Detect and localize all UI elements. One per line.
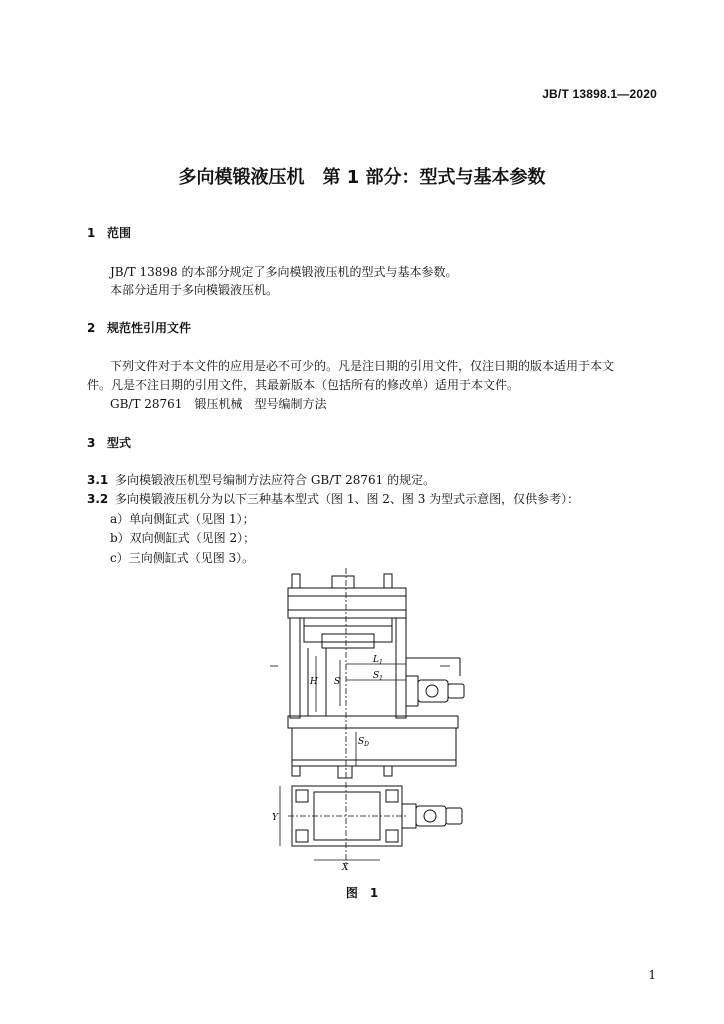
clause-3-2-text: 多向模锻液压机分为以下三种基本型式（图 1、图 2、图 3 为型式示意图，仅供参考）： — [115, 492, 580, 506]
clause-3-1-number: 3.1 — [87, 473, 109, 487]
plan-bolt-top-left — [296, 790, 308, 802]
plan-bolt-bottom-right — [386, 830, 398, 842]
section-2-number: 2 — [87, 321, 96, 335]
page-number: 1 — [648, 968, 656, 982]
plan-side-flange — [424, 810, 436, 822]
left-column — [290, 618, 300, 718]
section-1-title: 范围 — [107, 226, 132, 240]
normative-reference: GB/T 28761 锻压机械 型号编制方法 — [110, 397, 327, 411]
tie-rod-nut-bottom-right — [384, 766, 392, 776]
section-1-paragraph-1: JB/T 13898 的本部分规定了多向模锻液压机的型式与基本参数。 — [110, 265, 458, 279]
tie-rod-nut-top-left — [292, 574, 300, 588]
side-cylinder-flange — [426, 685, 438, 697]
side-cylinder-mount — [406, 676, 418, 706]
label-x: X — [342, 863, 349, 873]
label-l1: $L_1$ — [373, 655, 383, 666]
tie-rod-nut-bottom-left — [292, 766, 300, 776]
ejector-cylinder — [338, 766, 352, 778]
right-column — [396, 618, 406, 718]
slide-block — [304, 618, 392, 642]
section-3-heading — [87, 434, 131, 451]
standard-number: JB/T 13898.1—2020 — [542, 87, 657, 101]
label-h: H — [310, 677, 318, 687]
figure-caption: 图 1 — [345, 886, 379, 900]
plan-bolt-top-right — [386, 790, 398, 802]
plan-side-cylinder — [416, 806, 446, 826]
clause-3-1 — [87, 470, 435, 490]
clause-3-1-text: 多向模锻液压机型号编制方法应符合 GB/T 28761 的规定。 — [115, 473, 436, 487]
press-schematic-figure — [260, 568, 490, 878]
side-cylinder-end — [448, 684, 464, 698]
list-item-c: c）三向侧缸式（见图 3）。 — [110, 551, 255, 565]
section-2-paragraph-line-2: 件。凡是不注日期的引用文件，其最新版本（包括所有的修改单）适用于本文件。 — [87, 378, 520, 392]
work-table — [288, 716, 458, 728]
side-cylinder-body — [418, 680, 448, 702]
list-item-b: b）双向侧缸式（见图 2）； — [110, 531, 256, 545]
plan-bolt-bottom-left — [296, 830, 308, 842]
tie-rod-nut-top-right — [384, 574, 392, 588]
section-2-heading — [87, 319, 191, 336]
label-y: Y — [272, 813, 278, 823]
label-s1: $S_1$ — [373, 671, 383, 682]
clause-3-2-number: 3.2 — [87, 492, 109, 506]
label-sd: $S_D$ — [358, 737, 369, 748]
section-2-paragraph-line-1: 下列文件对于本文件的应用是必不可少的。凡是注日期的引用文件，仅注日期的版本适用于本文 — [110, 359, 615, 373]
clause-3-2 — [87, 489, 579, 509]
section-1-heading — [87, 224, 131, 241]
plan-table — [314, 792, 380, 840]
section-1-paragraph-2: 本部分适用于多向模锻液压机。 — [110, 283, 279, 297]
section-1-number: 1 — [87, 226, 96, 240]
list-item-a: a）单向侧缸式（见图 1）； — [110, 512, 255, 526]
main-cylinder-cap — [332, 576, 354, 588]
label-s: S — [334, 677, 341, 687]
plan-side-cylinder-end — [446, 808, 462, 824]
upper-beam — [288, 588, 406, 618]
section-2-title: 规范性引用文件 — [107, 321, 192, 335]
section-3-title: 型式 — [107, 436, 132, 450]
document-title: 多向模锻液压机 第 1 部分：型式与基本参数 — [178, 167, 546, 188]
upper-die — [322, 634, 374, 648]
section-3-number: 3 — [87, 436, 96, 450]
